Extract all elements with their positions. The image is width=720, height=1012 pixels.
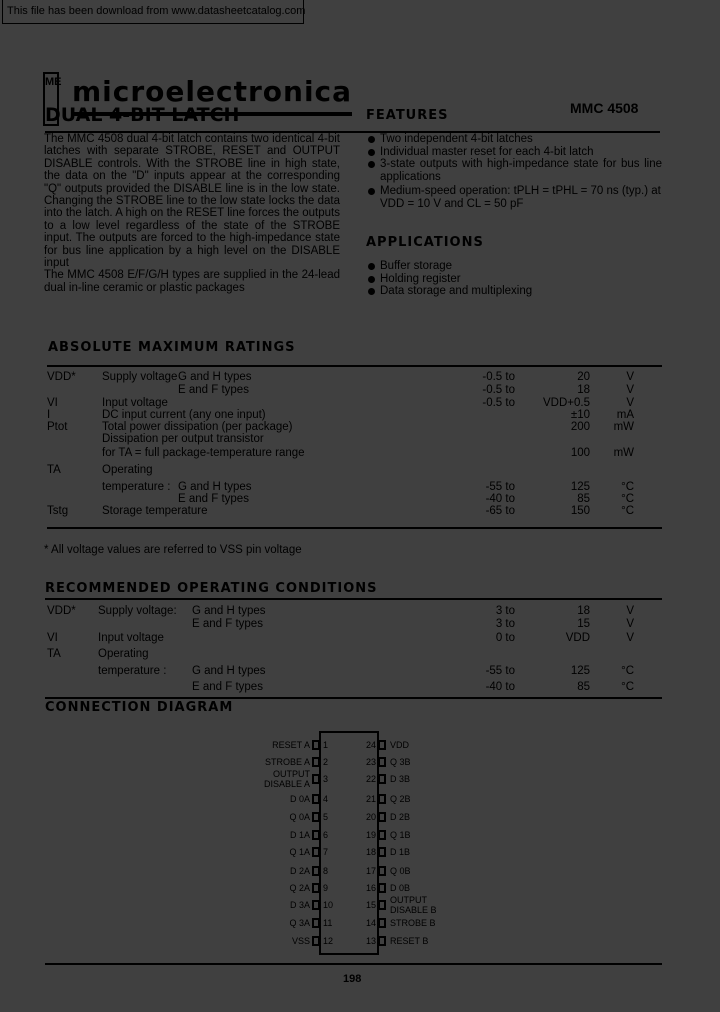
pin-number: 16 [365,883,376,893]
connection-heading: CONNECTION DIAGRAM [45,700,234,715]
pin-number: 20 [365,812,376,822]
features-list [366,133,662,210]
cell-param: temperature : [102,481,171,493]
cell-sym: Ptot [47,421,68,433]
cell-unit: °C [621,505,634,517]
pin-label: D 0B [390,883,411,893]
rec-op-bottom-rule [45,697,662,699]
application-item: Holding register [366,273,532,286]
pin [378,918,386,928]
table-row [0,464,720,477]
pin [378,757,386,767]
pin-label: Q 0B [390,866,411,876]
pin-label: D 0A [289,794,310,804]
pin-label: D 3A [289,900,310,910]
cell-param: Dissipation per output transistor [102,433,264,445]
pin [378,883,386,893]
table-row [0,505,720,518]
pin-label: OUTPUT DISABLE B [390,895,437,915]
feature-item: 3-state outputs with high-impedance state for bus line applications [366,158,662,183]
feature-item: Medium-speed operation: tPLH = tPHL = 70 ns (typ.) at VDD = 10 V and CL = 50 pF [366,185,662,210]
cell-param: DC input current (any one input) [102,409,266,421]
pin-number: 1 [323,740,329,750]
pin [378,740,386,750]
cell-max: 85 [577,681,590,693]
pin [378,774,386,784]
pin-label: Q 0A [289,812,310,822]
cell-max: 125 [570,665,590,677]
cell-sub: E and F types [192,681,263,693]
cell-sym: VI [47,632,58,644]
table-row [0,681,720,694]
pin-number: 15 [365,900,376,910]
pin [378,847,386,857]
pin [378,830,386,840]
cell-sym: I [47,409,51,421]
pin-number: 11 [323,918,333,928]
cell-sub: G and H types [192,605,266,617]
table-row [0,384,720,397]
pin-number: 19 [365,830,376,840]
table-row [0,632,720,645]
cell-max: 20 [577,371,590,383]
table-row [0,447,720,460]
cell-max: 150 [570,505,590,517]
pin [312,812,320,822]
cell-unit: V [626,618,634,630]
cell-max: VDD [565,632,590,644]
cell-unit: °C [621,665,634,677]
pin-number: 18 [365,847,376,857]
pin-label: D 1B [390,847,411,857]
pin [378,794,386,804]
table-row [0,605,720,618]
pin [378,812,386,822]
features-heading: FEATURES [366,108,449,123]
pin-label: RESET B [390,936,429,946]
pin-number: 2 [323,757,329,767]
table-row [0,618,720,631]
footer-rule [45,963,662,965]
pin-label: D 1A [289,830,310,840]
cell-unit: mW [613,421,634,433]
cell-sym: TA [47,464,61,476]
pin [378,936,386,946]
pin-label: Q 1A [289,847,310,857]
cell-sub: G and H types [178,481,252,493]
footnote: * All voltage values are referred to VSS pin voltage [44,544,302,556]
pin [312,900,320,910]
cell-min: -40 to [485,681,515,693]
cell-min: -0.5 to [482,384,515,396]
cell-min: -0.5 to [482,397,515,409]
cell-param: temperature : [98,665,167,677]
pin-label: Q 3B [390,757,411,767]
cell-unit: V [626,632,634,644]
pin-number: 6 [323,830,329,840]
pin-number: 10 [323,900,334,910]
cell-unit: V [626,397,634,409]
pin-label: STROBE A [264,757,310,767]
cell-max: 18 [577,384,590,396]
rec-op-heading: RECOMMENDED OPERATING CONDITIONS [45,581,378,596]
feature-item: Two independent 4-bit latches [366,133,662,146]
rec-op-top-rule [45,598,662,600]
pin-number: 22 [365,774,376,784]
description [44,133,340,294]
cell-min: 3 to [495,605,515,617]
cell-sub: G and H types [178,371,252,383]
applications-list [366,260,532,298]
pin [378,900,386,910]
pin-label: D 2B [390,812,411,822]
cell-min: -40 to [485,493,515,505]
pin [312,757,320,767]
cell-max: VDD+0.5 [543,397,590,409]
pin-label: VSS [291,936,310,946]
part-number: MMC 4508 [570,100,639,116]
pin-number: 8 [323,866,329,876]
cell-max: ±10 [570,409,590,421]
table-row [0,433,720,446]
download-banner: This file has been download from www.datasheetcatalog.com [2,0,304,24]
cell-param: Operating [98,648,149,660]
cell-min: -0.5 to [482,371,515,383]
cell-param: Operating [102,464,153,476]
pin [312,883,320,893]
cell-min: -55 to [485,665,515,677]
pin-number: 14 [365,918,376,928]
application-item: Data storage and multiplexing [366,285,532,298]
cell-min: 3 to [495,618,515,630]
pin-label: Q 2B [390,794,411,804]
pin-label: Q 3A [289,918,310,928]
cell-sub: E and F types [178,384,249,396]
feature-item: Individual master reset for each 4-bit latch [366,146,662,159]
abs-max-bottom-rule [47,527,662,529]
pin-number: 23 [365,757,376,767]
pin-label: OUTPUT DISABLE A [263,769,310,789]
cell-sym: TA [47,648,61,660]
cell-param: Storage temperature [102,505,208,517]
pin-number: 3 [323,774,329,784]
cell-unit: mW [613,447,634,459]
application-item: Buffer storage [366,260,532,273]
cell-sub: G and H types [192,665,266,677]
logo: microelectronica [72,72,352,116]
pin-number: 12 [323,936,334,946]
pin [312,918,320,928]
page-number: 198 [343,973,362,985]
pin-number: 13 [365,936,376,946]
cell-sym: Tstg [47,505,69,517]
cell-unit: °C [621,681,634,693]
abs-max-heading: ABSOLUTE MAXIMUM RATINGS [48,340,296,355]
pin [312,936,320,946]
pin [312,866,320,876]
pin-label: Q 2A [289,883,310,893]
pin-number: 17 [365,866,376,876]
pin-number: 4 [323,794,329,804]
cell-param: Supply voltage [102,371,178,383]
pin [312,847,320,857]
cell-max: 200 [570,421,590,433]
abs-max-top-rule [47,365,662,367]
cell-max: 85 [577,493,590,505]
page-title: DUAL 4-BIT LATCH [45,104,240,126]
cell-param: Supply voltage: [98,605,177,617]
pin-number: 5 [323,812,329,822]
cell-min: 0 to [495,632,515,644]
pin-label: D 2A [289,866,310,876]
cell-unit: °C [621,481,634,493]
pin [312,794,320,804]
pin [378,866,386,876]
description-paragraph: The MMC 4508 dual 4-bit latch contains two identical 4-bit latches with separate STROBE, RESET and OUTPUT DISABLE controls. With the STROBE line in high state, the data on the "D" inputs appear at the corresponding "Q" outputs provided the DISABLE line is in the low state. Changing the STROBE line to the low state locks the data into the latch. A high on the RESET line forces the outputs to a low level regardless of the state of the STROBE input. The outputs are forced to the high-impedance state for bus line application by a high level on the DISABLE input [44,133,340,270]
pin-label: D 3B [390,774,411,784]
cell-param: for TA = full package-temperature range [102,447,305,459]
cell-unit: V [626,605,634,617]
applications-heading: APPLICATIONS [366,235,484,250]
table-row [0,648,720,661]
cell-sym: VDD* [47,371,76,383]
pin [312,830,320,840]
cell-unit: V [626,384,634,396]
pin-number: 24 [365,740,376,750]
cell-max: 15 [577,618,590,630]
cell-sub: E and F types [192,618,263,630]
cell-max: 100 [570,447,590,459]
cell-sym: VI [47,397,58,409]
cell-param: Input voltage [102,397,168,409]
cell-param: Input voltage [98,632,164,644]
pin-number: 7 [323,847,329,857]
logo-mark: ME [43,72,59,126]
cell-sym: VDD* [47,605,76,617]
cell-unit: V [626,371,634,383]
pin-label: STROBE B [390,918,436,928]
pin-label: Q 1B [390,830,411,840]
pin-label: VDD [390,740,410,750]
table-row [0,665,720,678]
pin-number: 21 [365,794,376,804]
cell-param: Total power dissipation (per package) [102,421,293,433]
cell-max: 18 [577,605,590,617]
cell-min: -65 to [485,505,515,517]
pin [312,774,320,784]
pin-number: 9 [323,883,329,893]
cell-min: -55 to [485,481,515,493]
cell-sub: E and F types [178,493,249,505]
cell-unit: °C [621,493,634,505]
description-paragraph: The MMC 4508 E/F/G/H types are supplied in the 24-lead dual in-line ceramic or plastic packages [44,269,340,294]
cell-unit: mA [616,409,634,421]
table-row [0,371,720,384]
cell-max: 125 [570,481,590,493]
pin-label: RESET A [272,740,310,750]
pin [312,740,320,750]
